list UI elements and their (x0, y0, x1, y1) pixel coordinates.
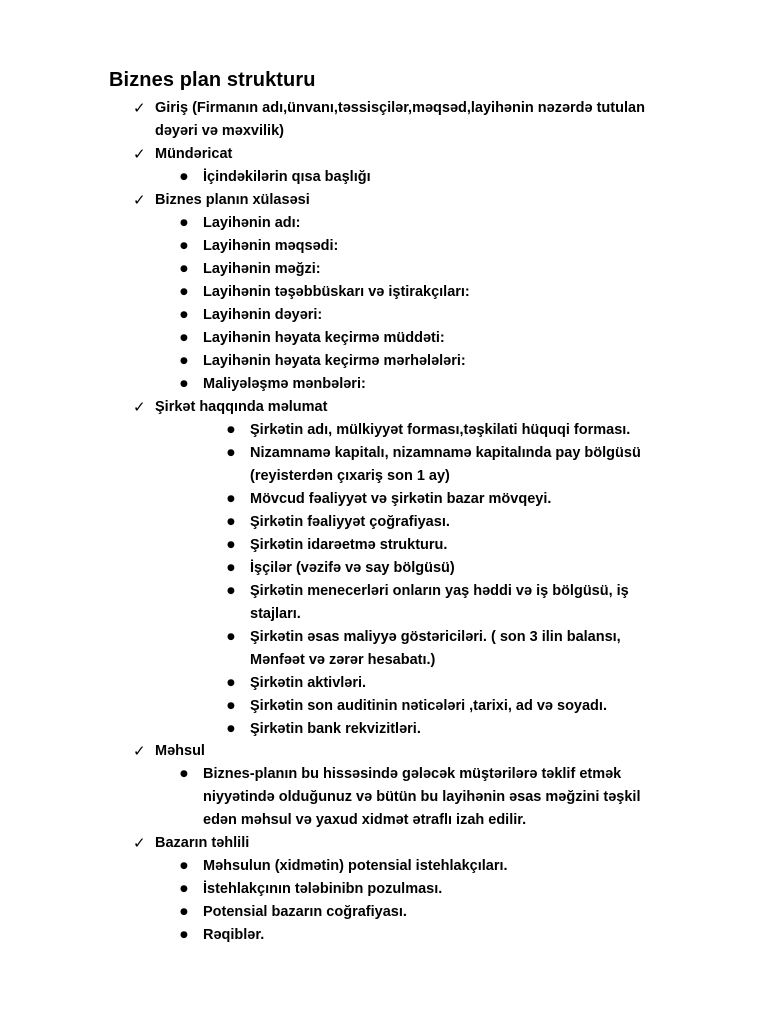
list-item: Layihənin adı: (203, 215, 301, 231)
section-item: Biznes planın xülasəsi (155, 192, 310, 208)
checkmark-icon: ✓ (133, 742, 146, 760)
bullet-icon: ● (227, 517, 235, 527)
bullet-icon: ● (180, 218, 188, 228)
list-item: Şirkətin əsas maliyyə göstəriciləri. ( son 3 ilin balansı, (250, 629, 621, 645)
list-item: Şirkətin bank rekvizitləri. (250, 721, 421, 737)
bullet-icon: ● (227, 724, 235, 734)
list-item: İşçilər (vəzifə və say bölgüsü) (250, 560, 455, 576)
list-item: Layihənin məğzi: (203, 261, 321, 277)
list-item-continuation: Mənfəət və zərər hesabatı.) (250, 652, 436, 668)
section-item: Mündəricat (155, 146, 233, 162)
section-item: Bazarın təhlili (155, 835, 250, 851)
list-item: Maliyələşmə mənbələri: (203, 376, 366, 392)
list-item: Layihənin həyata keçirmə mərhələləri: (203, 353, 466, 369)
list-item: Layihənin təşəbbüskarı və iştirakçıları: (203, 284, 470, 300)
bullet-icon: ● (180, 287, 188, 297)
list-item: Mövcud fəaliyyət və şirkətin bazar mövqeyi. (250, 491, 552, 507)
checkmark-icon: ✓ (133, 191, 146, 209)
section-item: Şirkət haqqında məlumat (155, 399, 328, 415)
list-item: Şirkətin son auditinin nəticələri ,tarixi, ad və soyadı. (250, 698, 607, 714)
list-item-continuation: niyyətində olduğunuz və bütün bu layihənin əsas məğzini təşkil (203, 789, 641, 805)
list-item: Layihənin həyata keçirmə müddəti: (203, 330, 445, 346)
checkmark-icon: ✓ (133, 398, 146, 416)
bullet-icon: ● (180, 930, 188, 940)
page-title: Biznes plan strukturu (109, 69, 316, 91)
list-item-continuation: dəyəri və məxvilik) (155, 123, 284, 139)
list-item: Şirkətin idarəetmə strukturu. (250, 537, 448, 553)
list-item: Şirkətin menecerləri onların yaş həddi və iş bölgüsü, iş (250, 583, 629, 599)
list-item: Məhsulun (xidmətin) potensial istehlakçıları. (203, 858, 508, 874)
list-item-continuation: (reyisterdən çıxariş son 1 ay) (250, 468, 450, 484)
bullet-icon: ● (180, 907, 188, 917)
list-item: İçindəkilərin qısa başlığı (203, 169, 371, 185)
bullet-icon: ● (180, 264, 188, 274)
list-item: Layihənin məqsədi: (203, 238, 339, 254)
bullet-icon: ● (227, 540, 235, 550)
bullet-icon: ● (227, 425, 235, 435)
bullet-icon: ● (180, 333, 188, 343)
list-item-continuation: stajları. (250, 606, 301, 622)
bullet-icon: ● (180, 861, 188, 871)
bullet-icon: ● (180, 310, 188, 320)
bullet-icon: ● (227, 678, 235, 688)
bullet-icon: ● (180, 379, 188, 389)
bullet-icon: ● (227, 494, 235, 504)
bullet-icon: ● (227, 632, 235, 642)
list-item: Şirkətin aktivləri. (250, 675, 367, 691)
list-item: Şirkətin adı, mülkiyyət forması,təşkilati hüquqi forması. (250, 422, 631, 438)
bullet-icon: ● (227, 563, 235, 573)
bullet-icon: ● (227, 448, 235, 458)
list-item: Rəqiblər. (203, 927, 265, 943)
list-item: İstehlakçının tələbinibn pozulması. (203, 881, 443, 897)
bullet-icon: ● (180, 241, 188, 251)
checkmark-icon: ✓ (133, 99, 146, 117)
section-item: Giriş (Firmanın adı,ünvanı,təssisçilər,məqsəd,layihənin nəzərdə tutulan (155, 100, 645, 116)
list-item: Biznes-planın bu hissəsində gələcək müştərilərə təklif etmək (203, 766, 622, 782)
checkmark-icon: ✓ (133, 145, 146, 163)
bullet-icon: ● (227, 701, 235, 711)
bullet-icon: ● (180, 769, 188, 779)
list-item-continuation: edən məhsul və yaxud xidmət ətraflı izah edilir. (203, 812, 527, 828)
checkmark-icon: ✓ (133, 834, 146, 852)
section-item: Məhsul (155, 743, 205, 759)
bullet-icon: ● (180, 172, 188, 182)
bullet-icon: ● (227, 586, 235, 596)
list-item: Layihənin dəyəri: (203, 307, 323, 323)
bullet-icon: ● (180, 884, 188, 894)
bullet-icon: ● (180, 356, 188, 366)
list-item: Şirkətin fəaliyyət çoğrafiyası. (250, 514, 450, 530)
list-item: Nizamnamə kapitalı, nizamnamə kapitalında pay bölgüsü (250, 445, 641, 461)
list-item: Potensial bazarın coğrafiyası. (203, 904, 407, 920)
